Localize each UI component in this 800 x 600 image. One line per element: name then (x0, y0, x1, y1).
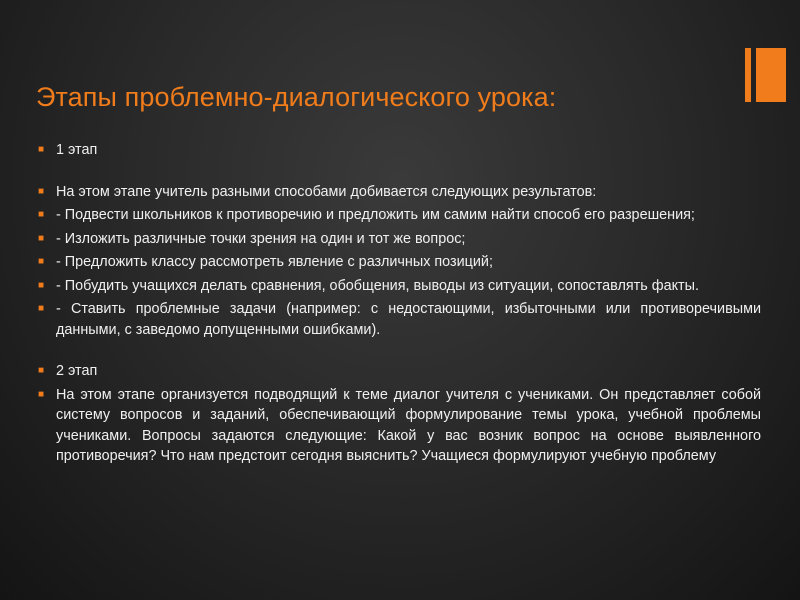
list-item-text: 1 этап (56, 142, 98, 158)
list-item-text: 2 этап (56, 363, 98, 379)
list-spacer (38, 343, 761, 361)
bullet-icon: ■ (38, 388, 45, 400)
bullet-icon: ■ (38, 279, 45, 291)
list-item (38, 276, 761, 297)
slide-title: Этапы проблемно-диалогического урока: (36, 82, 557, 112)
list-item (38, 140, 761, 161)
bullet-icon: ■ (38, 185, 45, 197)
list-item (38, 361, 761, 382)
list-item-text: На этом этапе организуется подводящий к теме диалог учителя с учениками. Он представляет собой систему вопросов и заданий, обеспечивающий формулирование темы урока, учебной проблемы учениками. Вопросы задаются следующие: Какой у вас возник вопрос на основе выявленного противоречия? Что нам предстоит сегодня выяснить? Учащиеся формулируют учебную проблему (56, 386, 761, 464)
bullet-icon: ■ (38, 232, 45, 244)
list-spacer (38, 164, 761, 182)
bullet-icon: ■ (38, 365, 45, 376)
list-item (38, 229, 761, 250)
bullet-icon: ■ (38, 303, 45, 314)
list-item-text: - Подвести школьников к противоречию и предложить им самим найти способ его разрешения; (56, 207, 695, 223)
list-item-text: - Побудить учащихся делать сравнения, обобщения, выводы из ситуации, сопоставлять факты. (56, 277, 699, 294)
bullet-icon: ■ (38, 209, 45, 220)
list-item (38, 205, 761, 226)
accent-bars (745, 48, 786, 102)
list-item (38, 299, 761, 340)
accent-bar-wide (756, 48, 786, 102)
bullet-icon: ■ (38, 144, 45, 155)
list-item (38, 252, 761, 273)
accent-bar-thin (745, 48, 751, 102)
list-item-text: - Ставить проблемные задачи (например: с недостающими, избыточными или противоречивыми данными, с заведомо допущенными ошибками). (56, 301, 761, 338)
list-item-text: - Предложить классу рассмотреть явление с различных позиций; (56, 254, 493, 270)
bullet-list (38, 140, 761, 470)
bullet-icon: ■ (38, 256, 45, 267)
list-item-text: - Изложить различные точки зрения на один и тот же вопрос; (56, 230, 466, 247)
list-item (38, 182, 761, 203)
list-item-text: На этом этапе учитель разными способами добивается следующих результатов: (56, 183, 597, 200)
list-item (38, 385, 761, 467)
